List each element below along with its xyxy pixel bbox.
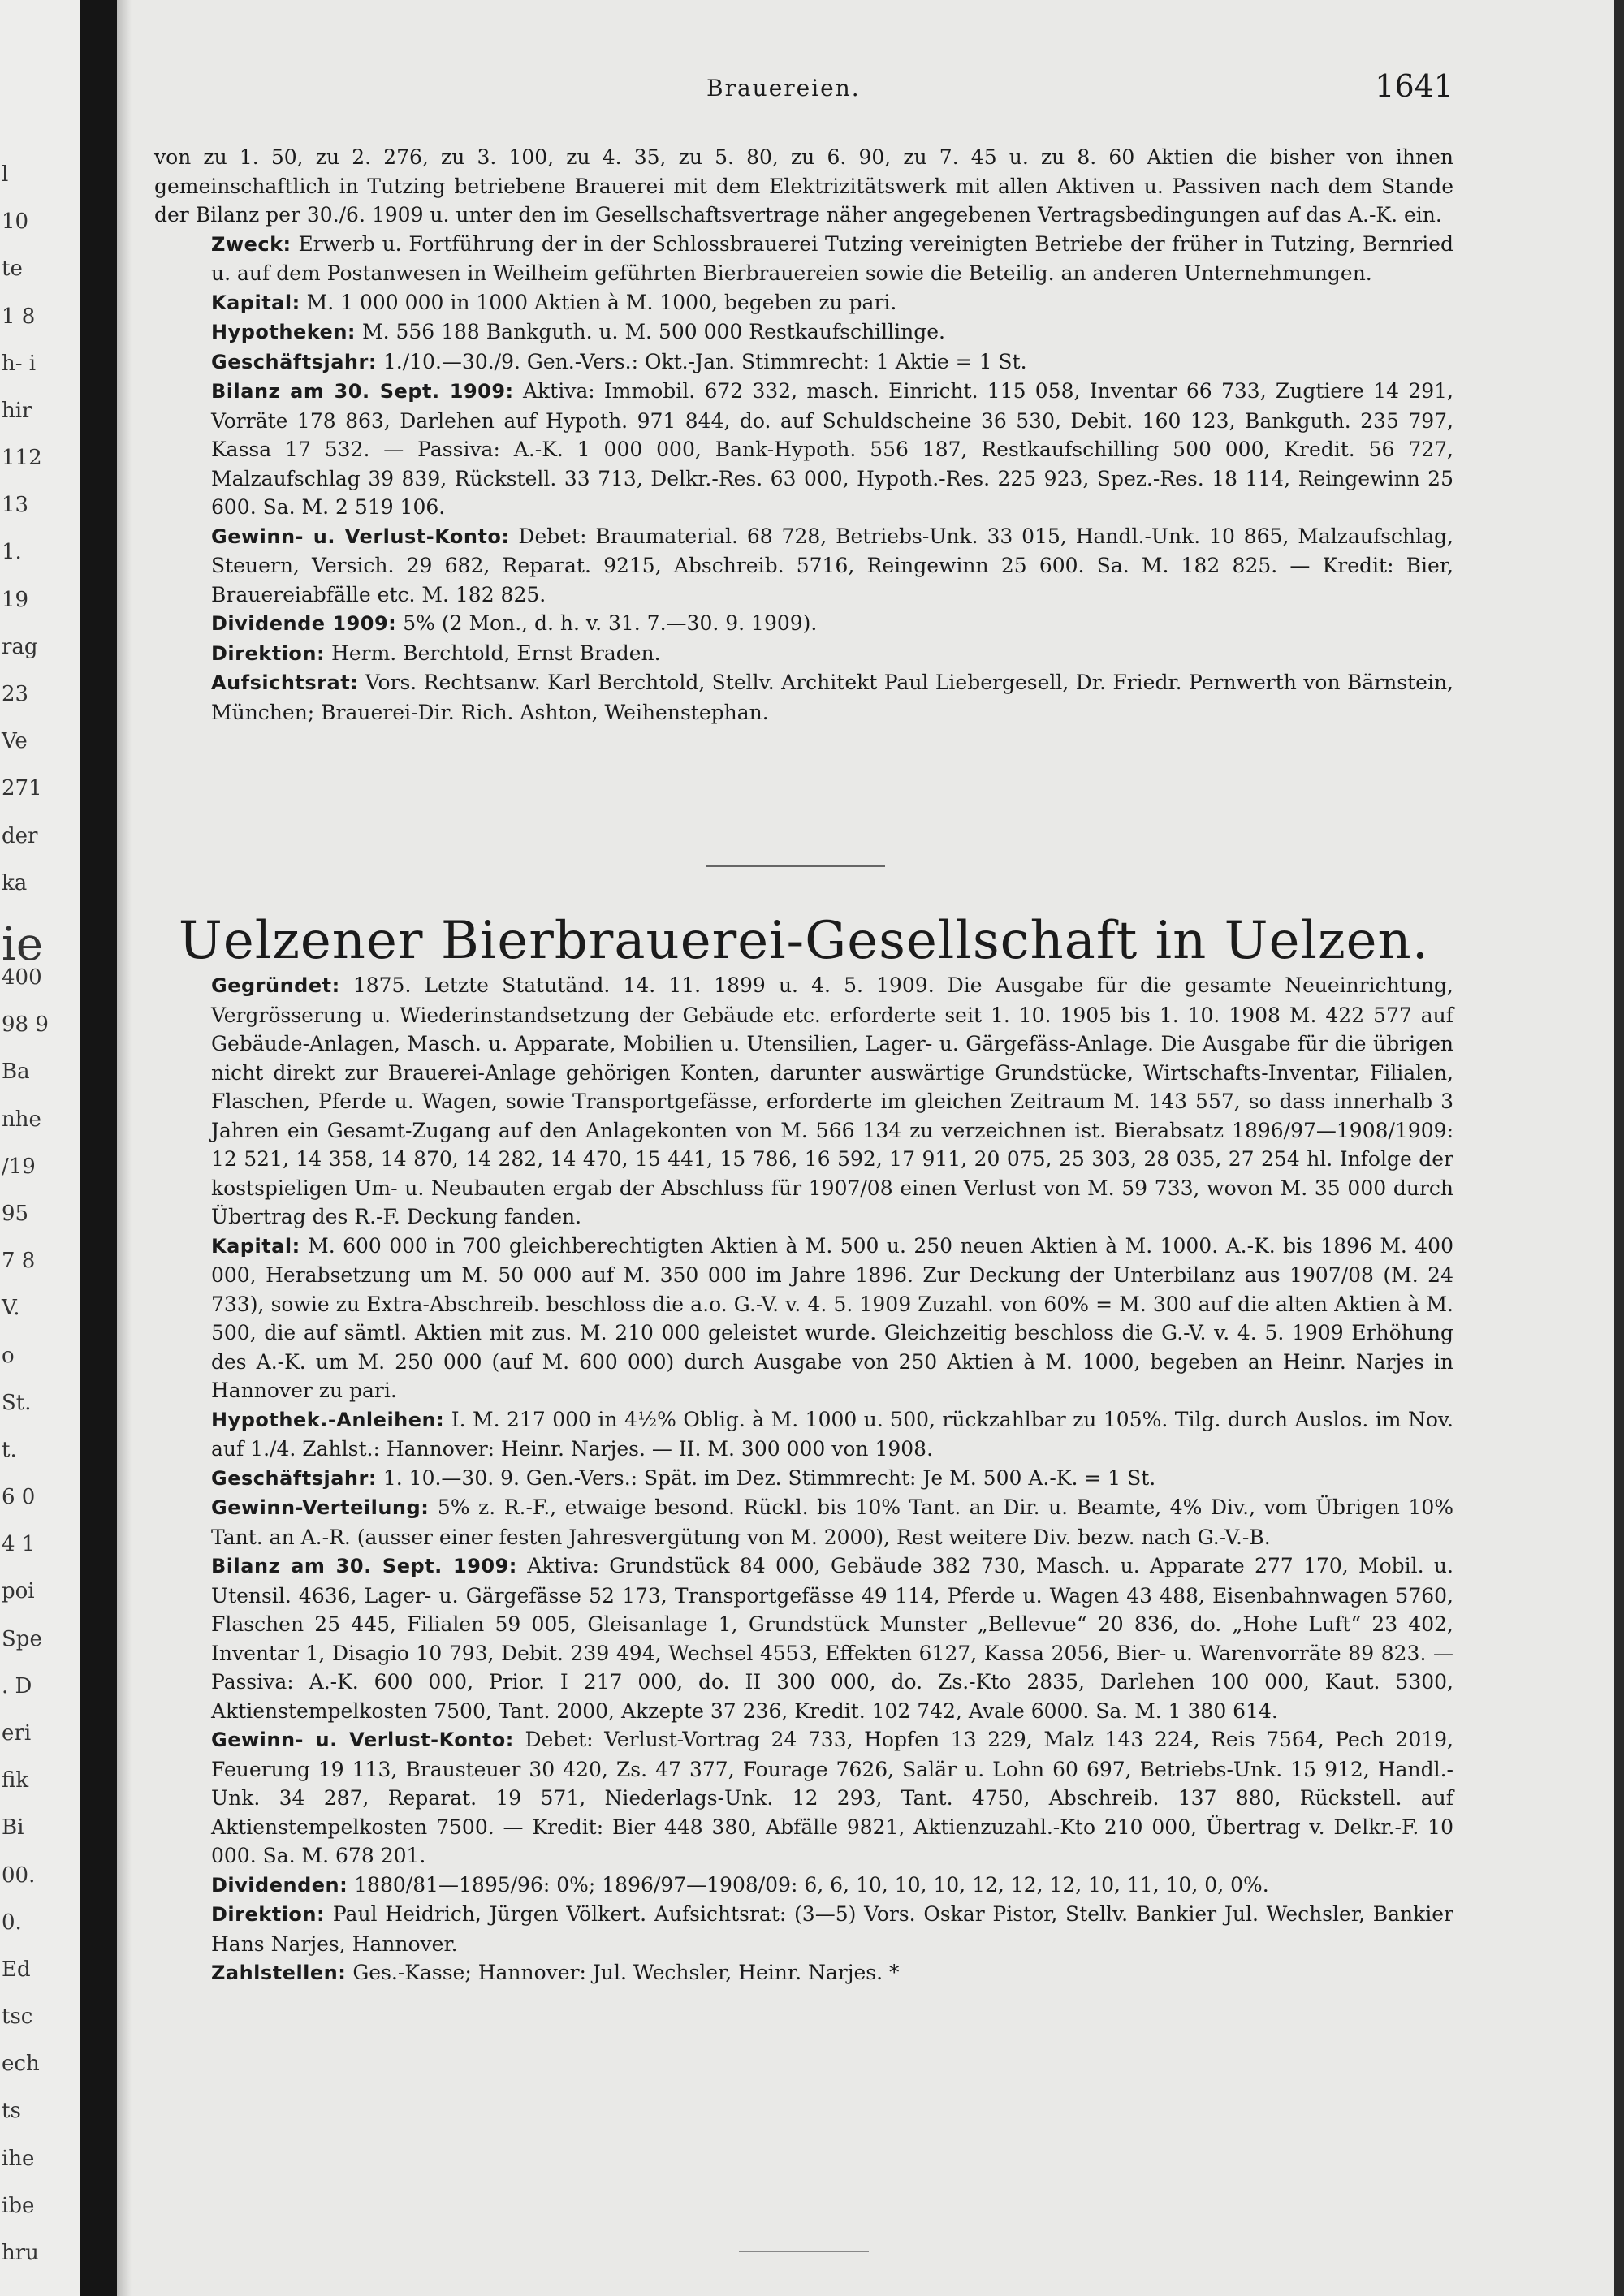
left-margin-fragment: V.	[2, 1296, 20, 1320]
entry-paragraph	[154, 1900, 1453, 1958]
left-margin-fragment: 13	[2, 493, 29, 517]
entry-field-label: Direktion:	[211, 1903, 326, 1926]
entry-field-label: Bilanz am 30. Sept. 1909:	[211, 380, 514, 403]
entry-field-text: Ges.-Kasse; Hannover: Jul. Wechsler, Heinr. Narjes. *	[352, 1961, 900, 1984]
left-margin-fragment: t.	[2, 1438, 17, 1462]
scan-gutter-shadow	[117, 0, 132, 2296]
entry-field-text: von zu 1. 50, zu 2. 276, zu 3. 100, zu 4. 35, zu 5. 80, zu 6. 90, zu 7. 45 u. zu 8. 60 Aktien die bisher von ihnen gemeinschaftlich in Tutzing betriebene Brauerei mit dem Elektrizitätswerk mit allen Aktiven u. Passiven nach dem Stande der Bilanz per 30./6. 1909 u. unter den im Gesellschaftsvertrage näher angegebenen Vertragsbedingungen auf das A.-K. ein.	[154, 145, 1453, 227]
entry-paragraph	[154, 1232, 1453, 1405]
entry-paragraph	[154, 143, 1453, 230]
left-margin-fragment: St.	[2, 1391, 32, 1415]
left-margin-fragment: hru	[2, 2241, 39, 2265]
left-margin-fragment: Bi	[2, 1815, 24, 1840]
left-margin-fragment: ech	[2, 2052, 40, 2076]
running-head	[154, 68, 1453, 117]
entry-field-label: Kapital:	[211, 1234, 300, 1258]
entry-paragraph	[154, 1725, 1453, 1871]
entry-paragraph	[154, 609, 1453, 639]
left-margin-fragment: fik	[2, 1768, 29, 1793]
scan-left-margin	[0, 0, 80, 2296]
left-margin-fragment: 00.	[2, 1863, 36, 1888]
entry-field-text: 1./10.—30./9. Gen.-Vers.: Okt.-Jan. Stimmrecht: 1 Aktie = 1 St.	[382, 349, 1027, 373]
left-margin-fragment: ts	[2, 2099, 21, 2123]
previous-company-entry	[154, 143, 1453, 727]
left-margin-fragment: ka	[2, 871, 28, 896]
entry-field-text: M. 1 000 000 in 1000 Aktien à M. 1000, begeben zu pari.	[306, 290, 897, 314]
page-number: 1641	[1375, 68, 1453, 104]
left-margin-fragment: ihe	[2, 2147, 35, 2171]
entry-field-label: Zahlstellen:	[211, 1962, 347, 1984]
entry-field-label: Gegründet:	[211, 974, 340, 997]
entry-field-text: M. 556 188 Bankguth. u. M. 500 000 Restkaufschillinge.	[361, 320, 945, 343]
left-margin-fragment: /19	[2, 1154, 36, 1179]
entry-paragraph	[154, 1464, 1453, 1494]
entry-field-text: M. 600 000 in 700 gleichberechtigten Aktien à M. 500 u. 250 neuen Aktien à M. 1000. A.-K. bis 1896 M. 400 000, Herabsetzung um M. 50 000 auf M. 350 000 im Jahre 1896. Zur Deckung der Unterbilanz aus 1907/08 (M. 24 733), sowie zu Extra-Abschreib. beschloss die a.o. G.-V. v. 4. 5. 1909 Zuzahl. von 60% = M. 300 auf die alten Aktien à M. 500, die auf sämtl. Aktien mit zus. M. 210 000 geleistet wurde. Gleichzeitig beschloss die G.-V. v. 4. 5. 1909 Erhöhung des A.-K. um M. 250 000 (auf M. 600 000) durch Ausgabe von 250 Aktien à M. 1000, begeben an Heinr. Narjes in Hannover zu pari.	[211, 1233, 1453, 1402]
left-margin-fragment: l	[2, 162, 9, 187]
company-entry	[154, 971, 1453, 1988]
left-margin-fragment: rag	[2, 635, 38, 659]
left-margin-fragment: 1.	[2, 540, 22, 564]
running-head-title: Brauereien.	[706, 75, 861, 101]
entry-field-label: Gewinn-Verteilung:	[211, 1496, 430, 1519]
left-margin-fragment: te	[2, 257, 23, 281]
scan-binding-bar	[80, 0, 117, 2296]
left-margin-fragment: 98 9	[2, 1012, 49, 1037]
entry-field-text: Herm. Berchtold, Ernst Braden.	[331, 641, 661, 665]
entry-paragraph	[154, 288, 1453, 318]
entry-paragraph	[154, 668, 1453, 727]
left-margin-fragment: h- i	[2, 352, 37, 376]
left-margin-fragment: . D	[2, 1674, 32, 1698]
entry-field-text: Debet: Verlust-Vortrag 24 733, Hopfen 13 229, Malz 143 224, Reis 7564, Pech 2019, Feuerung 19 113, Brausteuer 30 420, Zs. 47 377, Fourage 7626, Salär u. Lohn 60 697, Betriebs-Unk. 15 912, Handl.-Unk. 34 287, Reparat. 19 571, Niederlags-Unk. 12 293, Tant. 4750, Abschreib. 137 880, Rückstell. auf Aktienstempelkosten 7500. — Kredit: Bier 448 380, Abfälle 9821, Aktienzuzahl.-Kto 210 000, Übertrag v. Delkr.-F. 10 000. Sa. M. 678 201.	[211, 1728, 1453, 1867]
left-margin-fragment: 0.	[2, 1910, 22, 1935]
entry-paragraph	[154, 317, 1453, 347]
entry-paragraph	[154, 1958, 1453, 1988]
entry-field-label: Geschäftsjahr:	[211, 350, 377, 373]
left-margin-fragment: 95	[2, 1202, 29, 1226]
left-margin-fragment: der	[2, 824, 38, 848]
entry-field-label: Hypotheken:	[211, 321, 356, 343]
entry-field-label: Gewinn- u. Verlust-Konto:	[211, 1728, 514, 1751]
left-margin-fragment: 4 1	[2, 1532, 36, 1556]
bottom-divider	[739, 2251, 869, 2252]
section-divider	[706, 865, 885, 867]
entry-paragraph	[154, 1552, 1453, 1725]
entry-field-text: Paul Heidrich, Jürgen Völkert. Aufsichtsrat: (3—5) Vors. Oskar Pistor, Stellv. Bankier Jul. Wechsler, Bankier Hans Narjes, Hannover.	[211, 1902, 1454, 1956]
entry-field-label: Hypothek.-Anleihen:	[211, 1408, 445, 1431]
left-margin-fragment: 10	[2, 209, 29, 234]
entry-field-text: 1880/81—1895/96: 0%; 1896/97—1908/09: 6, 6, 10, 10, 10, 12, 12, 12, 10, 11, 10, 0, 0%.	[354, 1872, 1269, 1897]
left-margin-fragment: Ve	[2, 729, 28, 753]
entry-field-text: I. M. 217 000 in 4½% Oblig. à M. 1000 u. 500, rückzahlbar zu 105%. Tilg. durch Auslos. im Nov. auf 1./4. Zahlst.: Hannover: Heinr. Narjes. — II. M. 300 000 von 1908.	[211, 1407, 1453, 1461]
entry-paragraph	[154, 522, 1453, 610]
entry-field-text: Aktiva: Immobil. 672 332, masch. Einricht. 115 058, Inventar 66 733, Zugtiere 14 291, Vorräte 178 863, Darlehen auf Hypoth. 971 844, do. auf Schuldscheine 36 530, Debit. 160 123, Bankguth. 235 797, Kassa 17 532. — Passiva: A.-K. 1 000 000, Bank-Hypoth. 556 187, Restkaufschilling 500 000, Kredit. 56 727, Malzaufschlag 39 839, Rückstell. 33 713, Delkr.-Res. 63 000, Hypoth.-Res. 225 923, Spez.-Res. 18 114, Reingewinn 25 600. Sa. M. 2 519 106.	[211, 379, 1453, 519]
entry-field-label: Zweck:	[211, 232, 292, 256]
scan-right-edge	[1614, 0, 1624, 2296]
page	[154, 0, 1453, 2296]
entry-paragraph	[154, 1493, 1453, 1552]
left-margin-fragment: nhe	[2, 1107, 41, 1132]
entry-field-label: Gewinn- u. Verlust-Konto:	[211, 524, 510, 548]
left-margin-fragment: 1 8	[2, 304, 36, 329]
left-margin-fragment: 7 8	[2, 1249, 36, 1273]
left-margin-fragment: Spe	[2, 1627, 42, 1651]
entry-field-label: Dividenden:	[211, 1873, 348, 1897]
entry-field-text: 5% (2 Mon., d. h. v. 31. 7.—30. 9. 1909).	[403, 611, 818, 635]
entry-paragraph	[154, 1871, 1453, 1901]
left-margin-fragment: eri	[2, 1721, 32, 1746]
entry-field-text: Erwerb u. Fortführung der in der Schlossbrauerei Tutzing vereinigten Betriebe der früher in Tutzing, Bernried u. auf dem Postanwesen in Weilheim geführten Bierbrauereien sowie die Beteilig. an anderen Unternehmungen.	[211, 231, 1453, 285]
entry-field-label: Bilanz am 30. Sept. 1909:	[211, 1555, 517, 1577]
left-margin-fragment: 19	[2, 588, 29, 612]
entry-field-text: Aktiva: Grundstück 84 000, Gebäude 382 730, Masch. u. Apparate 277 170, Mobil. u. Utensil. 4636, Lager- u. Gärgefässe 52 173, Transportgefässe 49 114, Pferde u. Wagen 43 488, Eisenbahnwagen 5760, Flaschen 25 445, Filialen 59 005, Gleisanlage 1, Grundstück Munster „Bellevue“ 20 836, do. „Hohe Luft“ 23 402, Inventar 1, Disagio 10 793, Debit. 239 494, Wechsel 4553, Effekten 6127, Kassa 2056, Bier- u. Warenvorräte 89 823. — Passiva: A.-K. 600 000, Prior. I 217 000, do. II 300 000, do. Zs.-Kto 2835, Darlehen 100 000, Kaut. 5300, Aktienstempelkosten 7500, Tant. 2000, Akzepte 37 236, Kredit. 102 742, Avale 6000. Sa. M. 1 380 614.	[211, 1554, 1453, 1723]
left-margin-fragment: ie	[2, 918, 44, 971]
left-margin-fragment: Ba	[2, 1060, 30, 1084]
left-margin-fragment: 23	[2, 682, 29, 706]
left-margin-fragment: 271	[2, 776, 42, 801]
entry-field-text: Debet: Braumaterial. 68 728, Betriebs-Unk. 33 015, Handl.-Unk. 10 865, Malzaufschlag, Steuern, Versich. 29 682, Reparat. 9215, Abschreib. 5716, Reingewinn 25 600. Sa. M. 182 825. — Kredit: Bier, Brauereiabfälle etc. M. 182 825.	[211, 524, 1453, 606]
left-margin-fragment: 6 0	[2, 1485, 36, 1509]
entry-field-text: Vors. Rechtsanw. Karl Berchtold, Stellv. Architekt Paul Liebergesell, Dr. Friedr. Pernwerth von Bärnstein, München; Brauerei-Dir. Rich. Ashton, Weihenstephan.	[211, 671, 1453, 724]
entry-field-text: 1875. Letzte Statutänd. 14. 11. 1899 u. 4. 5. 1909. Die Ausgabe für die gesamte Neueinrichtung, Vergrösserung u. Wiederinstandsetzung der Gebäude etc. erforderte seit 1. 10. 1905 bis 1. 10. 1908 M. 422 577 auf Gebäude-Anlagen, Masch. u. Apparate, Mobilien u. Utensilien, Lager- u. Gärgefäss-Anlage. Die Ausgabe für die übrigen nicht direkt zur Brauerei-Anlage gehörigen Konten, darunter auswärtige Grundstücke, Wirtschafts-Inventar, Filialen, Flaschen, Pferde u. Wagen, sowie Transportgefässe, erforderte im gleichen Zeitraum M. 143 557, so dass innerhalb 3 Jahren ein Gesamt-Zugang auf den Anlagekonten von M. 566 134 zu verzeichnen ist. Bierabsatz 1896/97—1908/1909: 12 521, 14 358, 14 870, 14 282, 14 470, 15 441, 15 786, 16 592, 17 911, 20 075, 25 303, 28 035, 27 254 hl. Infolge der kostspieligen Um- u. Neubauten ergab der Abschluss für 1907/08 einen Verlust von M. 59 733, wovon M. 35 000 durch Übertrag des R.-F. Deckung fanden.	[211, 973, 1453, 1228]
left-margin-fragment: poi	[2, 1579, 35, 1603]
entry-paragraph	[154, 639, 1453, 669]
entry-field-text: 5% z. R.-F., etwaige besond. Rückl. bis 10% Tant. an Dir. u. Beamte, 4% Div., vom Übrigen 10% Tant. an A.-R. (ausser einer festen Jahresvergütung von M. 2000), Rest weitere Div. bezw. nach G.-V.-B.	[211, 1495, 1453, 1549]
left-margin-fragment: 112	[2, 446, 42, 470]
entry-field-label: Geschäftsjahr:	[211, 1466, 377, 1490]
left-margin-fragment: hir	[2, 399, 32, 423]
entry-paragraph	[154, 971, 1453, 1232]
left-margin-fragment: 400	[2, 965, 42, 990]
left-margin-fragment: Ed	[2, 1957, 31, 1982]
company-title: Uelzener Bierbrauerei-Gesellschaft in Uelzen.	[178, 911, 1430, 971]
left-margin-fragment: o	[2, 1344, 15, 1368]
entry-paragraph	[154, 1405, 1453, 1464]
entry-paragraph	[154, 230, 1453, 288]
left-margin-fragment: ibe	[2, 2194, 35, 2218]
left-margin-fragment: tsc	[2, 2005, 33, 2029]
entry-paragraph	[154, 377, 1453, 522]
entry-paragraph	[154, 347, 1453, 378]
entry-field-text: 1. 10.—30. 9. Gen.-Vers.: Spät. im Dez. Stimmrecht: Je M. 500 A.-K. = 1 St.	[382, 1465, 1156, 1490]
entry-field-label: Dividende 1909:	[211, 612, 397, 635]
entry-field-label: Direktion:	[211, 641, 326, 665]
entry-field-label: Kapital:	[211, 291, 300, 314]
entry-field-label: Aufsichtsrat:	[211, 671, 359, 694]
